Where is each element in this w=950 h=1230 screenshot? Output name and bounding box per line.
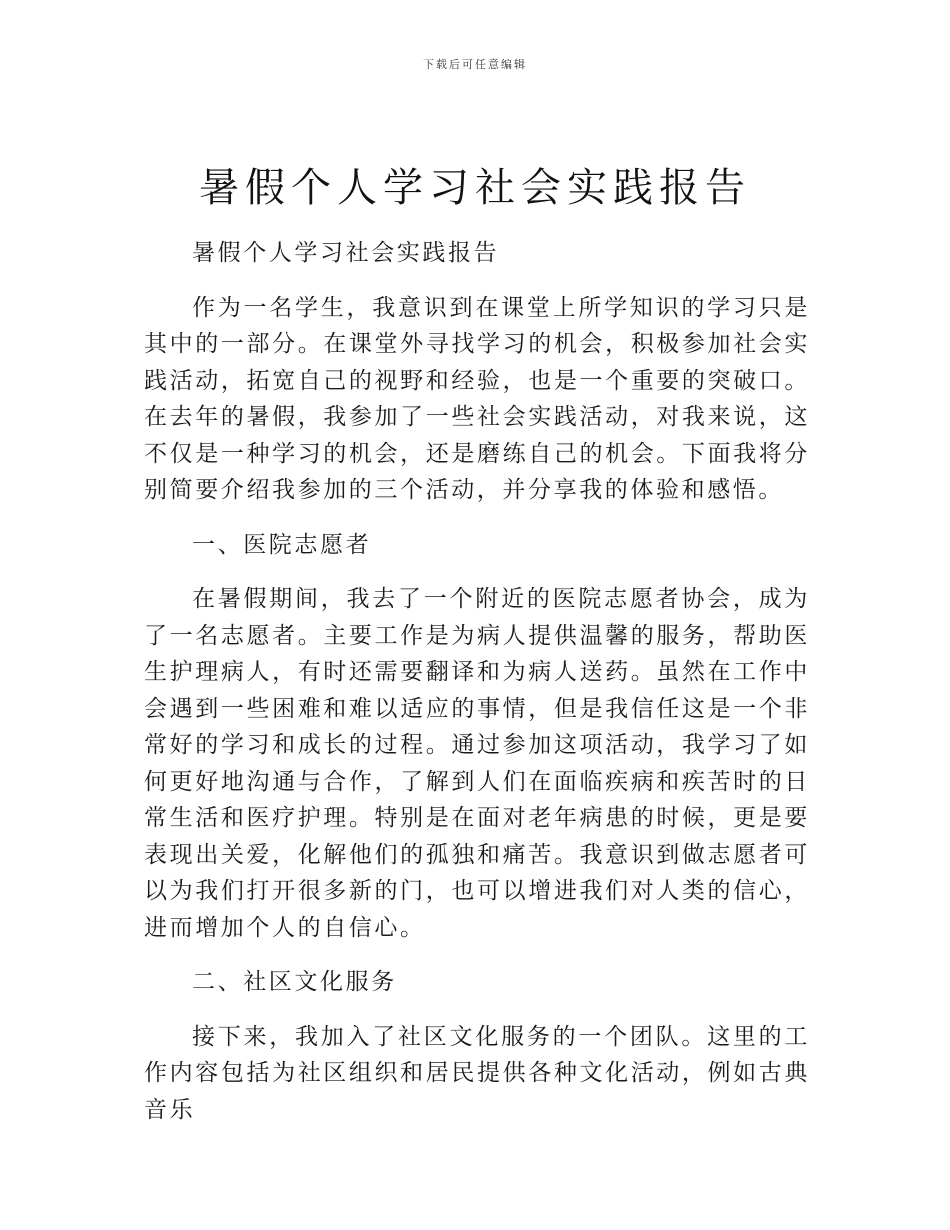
intro-paragraph: 作为一名学生，我意识到在课堂上所学知识的学习只是其中的一部分。在课堂外寻找学习的机会，积极参加社会实践活动，拓宽自己的视野和经验，也是一个重要的突破口。在去年的暑假，我参加了一些社会实践活动，对我来说，这不仅是一种学习的机会，还是磨练自己的机会。下面我将分别简要介绍我参加的三个活动，并分享我的体验和感悟。: [144, 294, 810, 503]
subtitle-paragraph: 暑假个人学习社会实践报告: [192, 240, 500, 266]
section-heading-community-culture: 二、社区文化服务: [192, 969, 397, 995]
section-heading-hospital-volunteer: 一、医院志愿者: [192, 531, 372, 558]
community-culture-paragraph: 接下来，我加入了社区文化服务的一个团队。这里的工作内容包括为社区组织和居民提供各种文化活动，例如古典音乐: [144, 1023, 810, 1123]
document-body: [144, 235, 810, 1146]
header-note: 下载后可任意编辑: [423, 58, 527, 71]
hospital-volunteer-paragraph: 在暑假期间，我去了一个附近的医院志愿者协会，成为了一名志愿者。主要工作是为病人提供温馨的服务，帮助医生护理病人，有时还需要翻译和为病人送药。虽然在工作中会遇到一些困难和难以适应的事情，但是我信任这是一个非常好的学习和成长的过程。通过参加这项活动，我学习了如何更好地沟通与合作，了解到人们在面临疾病和疾苦时的日常生活和医疗护理。特别是在面对老年病患的时候，更是要表现出关爱，化解他们的孤独和痛苦。我意识到做志愿者可以为我们打开很多新的门，也可以增进我们对人类的信心，进而增加个人的自信心。: [144, 586, 810, 941]
document-title: 暑假个人学习社会实践报告: [199, 165, 751, 211]
